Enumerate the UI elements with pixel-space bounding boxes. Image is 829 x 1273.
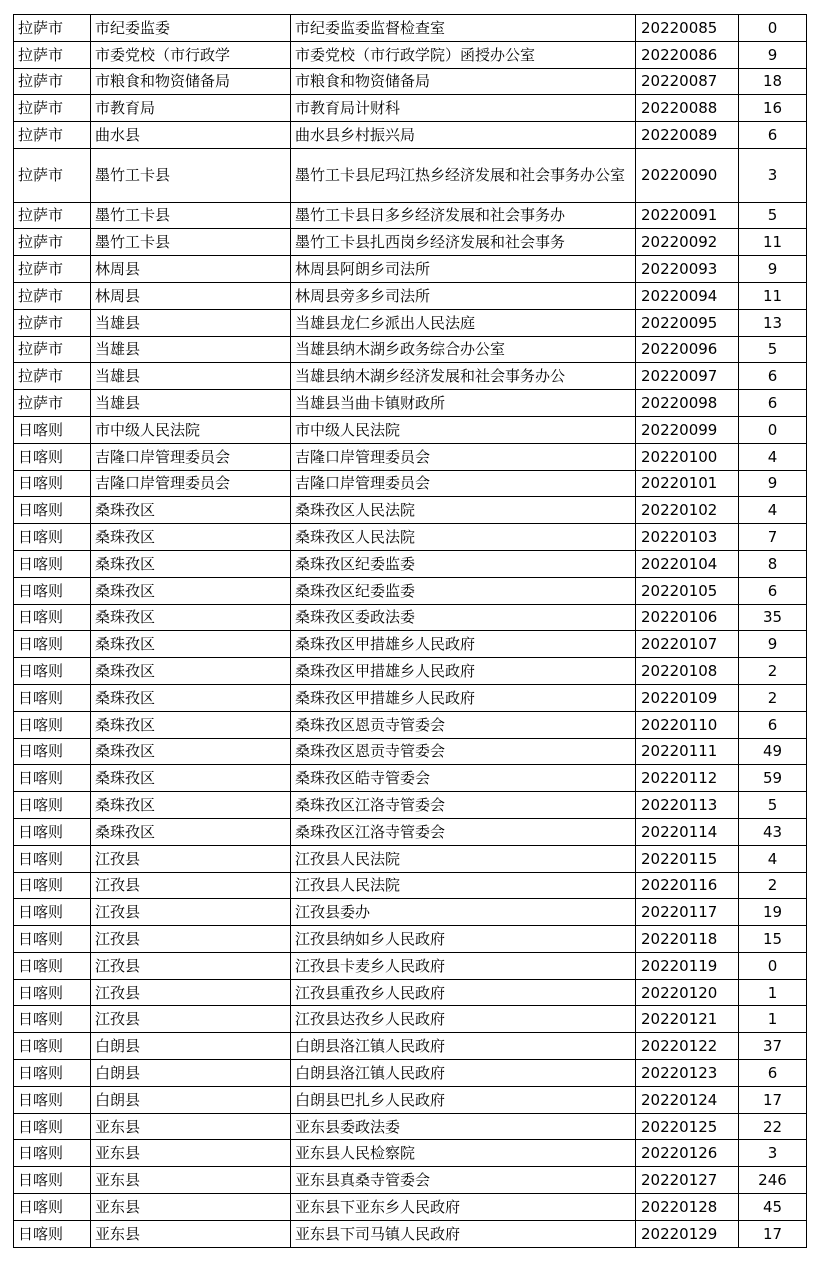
city-cell: 日喀则 [14,1140,91,1167]
table-row [14,470,807,497]
city-cell: 拉萨市 [14,390,91,417]
department-cell: 墨竹工卡县尼玛江热乡经济发展和社会事务办公室 [291,148,636,202]
count-cell: 13 [739,309,807,336]
department-cell: 桑珠孜区恩贡寺管委会 [291,738,636,765]
position-code-cell: 20220105 [636,577,739,604]
position-code-cell: 20220118 [636,926,739,953]
city-cell: 日喀则 [14,899,91,926]
unit-cell: 江孜县 [91,1006,291,1033]
position-code-cell: 20220120 [636,979,739,1006]
position-code-cell: 20220106 [636,604,739,631]
unit-cell: 桑珠孜区 [91,524,291,551]
unit-cell: 曲水县 [91,122,291,149]
unit-cell: 江孜县 [91,845,291,872]
count-cell: 19 [739,899,807,926]
department-cell: 当雄县当曲卡镇财政所 [291,390,636,417]
department-cell: 市纪委监委监督检查室 [291,15,636,42]
unit-cell: 亚东县 [91,1113,291,1140]
position-code-cell: 20220121 [636,1006,739,1033]
department-cell: 桑珠孜区恩贡寺管委会 [291,711,636,738]
department-cell: 桑珠孜区委政法委 [291,604,636,631]
unit-cell: 江孜县 [91,979,291,1006]
table-row [14,1167,807,1194]
table-row [14,390,807,417]
table-row [14,845,807,872]
table-row [14,256,807,283]
count-cell: 246 [739,1167,807,1194]
table-row [14,1033,807,1060]
city-cell: 日喀则 [14,1006,91,1033]
count-cell: 59 [739,765,807,792]
unit-cell: 市委党校（市行政学 [91,41,291,68]
unit-cell: 林周县 [91,282,291,309]
unit-cell: 亚东县 [91,1167,291,1194]
city-cell: 日喀则 [14,470,91,497]
department-cell: 白朗县洛江镇人民政府 [291,1060,636,1087]
unit-cell: 吉隆口岸管理委员会 [91,443,291,470]
count-cell: 11 [739,229,807,256]
unit-cell: 墨竹工卡县 [91,229,291,256]
count-cell: 9 [739,256,807,283]
city-cell: 日喀则 [14,524,91,551]
position-code-cell: 20220091 [636,202,739,229]
count-cell: 6 [739,122,807,149]
table-row [14,658,807,685]
department-cell: 江孜县人民法院 [291,872,636,899]
city-cell: 日喀则 [14,1033,91,1060]
department-cell: 亚东县委政法委 [291,1113,636,1140]
count-cell: 1 [739,1006,807,1033]
table-row [14,926,807,953]
count-cell: 3 [739,148,807,202]
table-row [14,550,807,577]
count-cell: 5 [739,202,807,229]
unit-cell: 桑珠孜区 [91,577,291,604]
count-cell: 6 [739,711,807,738]
table-row [14,711,807,738]
city-cell: 拉萨市 [14,336,91,363]
table-row [14,1194,807,1221]
table-row [14,148,807,202]
department-cell: 江孜县达孜乡人民政府 [291,1006,636,1033]
position-code-cell: 20220096 [636,336,739,363]
unit-cell: 市粮食和物资储备局 [91,68,291,95]
unit-cell: 亚东县 [91,1140,291,1167]
department-cell: 桑珠孜区江洛寺管委会 [291,792,636,819]
unit-cell: 桑珠孜区 [91,684,291,711]
department-cell: 墨竹工卡县扎西岗乡经济发展和社会事务 [291,229,636,256]
table-container [13,14,807,1248]
table-row [14,443,807,470]
recruitment-table [13,14,807,1248]
city-cell: 日喀则 [14,845,91,872]
table-row [14,229,807,256]
table-row [14,363,807,390]
city-cell: 日喀则 [14,1220,91,1247]
table-row [14,416,807,443]
department-cell: 江孜县委办 [291,899,636,926]
department-cell: 亚东县人民检察院 [291,1140,636,1167]
count-cell: 35 [739,604,807,631]
department-cell: 江孜县人民法院 [291,845,636,872]
position-code-cell: 20220103 [636,524,739,551]
department-cell: 曲水县乡村振兴局 [291,122,636,149]
city-cell: 日喀则 [14,792,91,819]
position-code-cell: 20220129 [636,1220,739,1247]
city-cell: 拉萨市 [14,148,91,202]
count-cell: 5 [739,336,807,363]
city-cell: 日喀则 [14,979,91,1006]
unit-cell: 市教育局 [91,95,291,122]
city-cell: 日喀则 [14,1113,91,1140]
department-cell: 亚东县下亚东乡人民政府 [291,1194,636,1221]
unit-cell: 桑珠孜区 [91,631,291,658]
unit-cell: 桑珠孜区 [91,738,291,765]
table-row [14,1220,807,1247]
department-cell: 桑珠孜区甲措雄乡人民政府 [291,684,636,711]
count-cell: 9 [739,41,807,68]
table-row [14,336,807,363]
city-cell: 日喀则 [14,577,91,604]
count-cell: 9 [739,631,807,658]
department-cell: 林周县阿朗乡司法所 [291,256,636,283]
position-code-cell: 20220123 [636,1060,739,1087]
unit-cell: 亚东县 [91,1220,291,1247]
city-cell: 日喀则 [14,604,91,631]
count-cell: 7 [739,524,807,551]
city-cell: 日喀则 [14,765,91,792]
city-cell: 拉萨市 [14,282,91,309]
unit-cell: 桑珠孜区 [91,792,291,819]
count-cell: 6 [739,1060,807,1087]
unit-cell: 白朗县 [91,1060,291,1087]
position-code-cell: 20220113 [636,792,739,819]
table-row [14,604,807,631]
count-cell: 6 [739,390,807,417]
department-cell: 桑珠孜区人民法院 [291,497,636,524]
city-cell: 日喀则 [14,684,91,711]
table-row [14,309,807,336]
table-row [14,684,807,711]
department-cell: 当雄县纳木湖乡经济发展和社会事务办公 [291,363,636,390]
city-cell: 日喀则 [14,658,91,685]
department-cell: 市教育局计财科 [291,95,636,122]
unit-cell: 桑珠孜区 [91,765,291,792]
position-code-cell: 20220088 [636,95,739,122]
position-code-cell: 20220128 [636,1194,739,1221]
table-row [14,818,807,845]
city-cell: 日喀则 [14,631,91,658]
department-cell: 墨竹工卡县日多乡经济发展和社会事务办 [291,202,636,229]
table-row [14,979,807,1006]
city-cell: 拉萨市 [14,95,91,122]
position-code-cell: 20220086 [636,41,739,68]
unit-cell: 江孜县 [91,899,291,926]
unit-cell: 当雄县 [91,309,291,336]
city-cell: 拉萨市 [14,15,91,42]
table-row [14,1006,807,1033]
position-code-cell: 20220122 [636,1033,739,1060]
city-cell: 日喀则 [14,926,91,953]
city-cell: 日喀则 [14,1194,91,1221]
department-cell: 市委党校（市行政学院）函授办公室 [291,41,636,68]
count-cell: 15 [739,926,807,953]
table-row [14,577,807,604]
position-code-cell: 20220102 [636,497,739,524]
position-code-cell: 20220119 [636,952,739,979]
city-cell: 拉萨市 [14,41,91,68]
city-cell: 日喀则 [14,1086,91,1113]
position-code-cell: 20220104 [636,550,739,577]
table-row [14,1086,807,1113]
table-row [14,1060,807,1087]
count-cell: 17 [739,1220,807,1247]
position-code-cell: 20220100 [636,443,739,470]
count-cell: 22 [739,1113,807,1140]
position-code-cell: 20220089 [636,122,739,149]
count-cell: 18 [739,68,807,95]
city-cell: 日喀则 [14,738,91,765]
city-cell: 拉萨市 [14,122,91,149]
city-cell: 日喀则 [14,550,91,577]
position-code-cell: 20220107 [636,631,739,658]
department-cell: 江孜县卡麦乡人民政府 [291,952,636,979]
city-cell: 拉萨市 [14,68,91,95]
position-code-cell: 20220109 [636,684,739,711]
count-cell: 4 [739,497,807,524]
count-cell: 3 [739,1140,807,1167]
position-code-cell: 20220110 [636,711,739,738]
position-code-cell: 20220116 [636,872,739,899]
count-cell: 11 [739,282,807,309]
table-body [14,15,807,1248]
table-row [14,631,807,658]
position-code-cell: 20220114 [636,818,739,845]
unit-cell: 桑珠孜区 [91,658,291,685]
position-code-cell: 20220092 [636,229,739,256]
table-row [14,792,807,819]
count-cell: 8 [739,550,807,577]
department-cell: 桑珠孜区人民法院 [291,524,636,551]
count-cell: 0 [739,15,807,42]
table-row [14,872,807,899]
position-code-cell: 20220101 [636,470,739,497]
unit-cell: 当雄县 [91,336,291,363]
department-cell: 桑珠孜区甲措雄乡人民政府 [291,658,636,685]
position-code-cell: 20220115 [636,845,739,872]
position-code-cell: 20220097 [636,363,739,390]
table-row [14,497,807,524]
city-cell: 日喀则 [14,818,91,845]
unit-cell: 白朗县 [91,1086,291,1113]
position-code-cell: 20220126 [636,1140,739,1167]
city-cell: 日喀则 [14,416,91,443]
count-cell: 0 [739,952,807,979]
city-cell: 拉萨市 [14,309,91,336]
city-cell: 拉萨市 [14,256,91,283]
city-cell: 日喀则 [14,1060,91,1087]
count-cell: 6 [739,577,807,604]
table-row [14,1113,807,1140]
position-code-cell: 20220099 [636,416,739,443]
position-code-cell: 20220111 [636,738,739,765]
unit-cell: 市纪委监委 [91,15,291,42]
unit-cell: 墨竹工卡县 [91,148,291,202]
position-code-cell: 20220117 [636,899,739,926]
position-code-cell: 20220085 [636,15,739,42]
department-cell: 桑珠孜区江洛寺管委会 [291,818,636,845]
unit-cell: 桑珠孜区 [91,550,291,577]
table-row [14,95,807,122]
department-cell: 吉隆口岸管理委员会 [291,443,636,470]
unit-cell: 桑珠孜区 [91,604,291,631]
department-cell: 当雄县龙仁乡派出人民法庭 [291,309,636,336]
city-cell: 日喀则 [14,497,91,524]
count-cell: 0 [739,416,807,443]
count-cell: 4 [739,845,807,872]
unit-cell: 当雄县 [91,363,291,390]
city-cell: 拉萨市 [14,363,91,390]
table-row [14,765,807,792]
city-cell: 日喀则 [14,443,91,470]
count-cell: 45 [739,1194,807,1221]
count-cell: 2 [739,684,807,711]
table-row [14,524,807,551]
department-cell: 白朗县巴扎乡人民政府 [291,1086,636,1113]
department-cell: 桑珠孜区皓寺管委会 [291,765,636,792]
table-row [14,1140,807,1167]
count-cell: 4 [739,443,807,470]
department-cell: 市中级人民法院 [291,416,636,443]
unit-cell: 吉隆口岸管理委员会 [91,470,291,497]
count-cell: 43 [739,818,807,845]
city-cell: 日喀则 [14,952,91,979]
city-cell: 日喀则 [14,872,91,899]
count-cell: 49 [739,738,807,765]
table-row [14,952,807,979]
department-cell: 亚东县下司马镇人民政府 [291,1220,636,1247]
table-row [14,68,807,95]
department-cell: 市粮食和物资储备局 [291,68,636,95]
department-cell: 吉隆口岸管理委员会 [291,470,636,497]
count-cell: 17 [739,1086,807,1113]
department-cell: 桑珠孜区甲措雄乡人民政府 [291,631,636,658]
unit-cell: 江孜县 [91,952,291,979]
count-cell: 37 [739,1033,807,1060]
position-code-cell: 20220125 [636,1113,739,1140]
department-cell: 林周县旁多乡司法所 [291,282,636,309]
department-cell: 江孜县重孜乡人民政府 [291,979,636,1006]
table-row [14,282,807,309]
count-cell: 5 [739,792,807,819]
table-row [14,122,807,149]
position-code-cell: 20220127 [636,1167,739,1194]
position-code-cell: 20220090 [636,148,739,202]
count-cell: 2 [739,658,807,685]
department-cell: 白朗县洛江镇人民政府 [291,1033,636,1060]
position-code-cell: 20220087 [636,68,739,95]
city-cell: 拉萨市 [14,202,91,229]
department-cell: 亚东县真桑寺管委会 [291,1167,636,1194]
unit-cell: 桑珠孜区 [91,497,291,524]
city-cell: 日喀则 [14,1167,91,1194]
unit-cell: 桑珠孜区 [91,818,291,845]
table-row [14,202,807,229]
department-cell: 桑珠孜区纪委监委 [291,577,636,604]
unit-cell: 白朗县 [91,1033,291,1060]
position-code-cell: 20220095 [636,309,739,336]
unit-cell: 亚东县 [91,1194,291,1221]
unit-cell: 市中级人民法院 [91,416,291,443]
position-code-cell: 20220098 [636,390,739,417]
count-cell: 1 [739,979,807,1006]
table-row [14,738,807,765]
count-cell: 6 [739,363,807,390]
department-cell: 桑珠孜区纪委监委 [291,550,636,577]
department-cell: 当雄县纳木湖乡政务综合办公室 [291,336,636,363]
position-code-cell: 20220124 [636,1086,739,1113]
count-cell: 2 [739,872,807,899]
unit-cell: 墨竹工卡县 [91,202,291,229]
department-cell: 江孜县纳如乡人民政府 [291,926,636,953]
unit-cell: 当雄县 [91,390,291,417]
city-cell: 拉萨市 [14,229,91,256]
unit-cell: 桑珠孜区 [91,711,291,738]
count-cell: 16 [739,95,807,122]
unit-cell: 江孜县 [91,926,291,953]
count-cell: 9 [739,470,807,497]
position-code-cell: 20220093 [636,256,739,283]
unit-cell: 江孜县 [91,872,291,899]
table-row [14,899,807,926]
position-code-cell: 20220112 [636,765,739,792]
table-row [14,15,807,42]
position-code-cell: 20220108 [636,658,739,685]
table-row [14,41,807,68]
position-code-cell: 20220094 [636,282,739,309]
unit-cell: 林周县 [91,256,291,283]
city-cell: 日喀则 [14,711,91,738]
